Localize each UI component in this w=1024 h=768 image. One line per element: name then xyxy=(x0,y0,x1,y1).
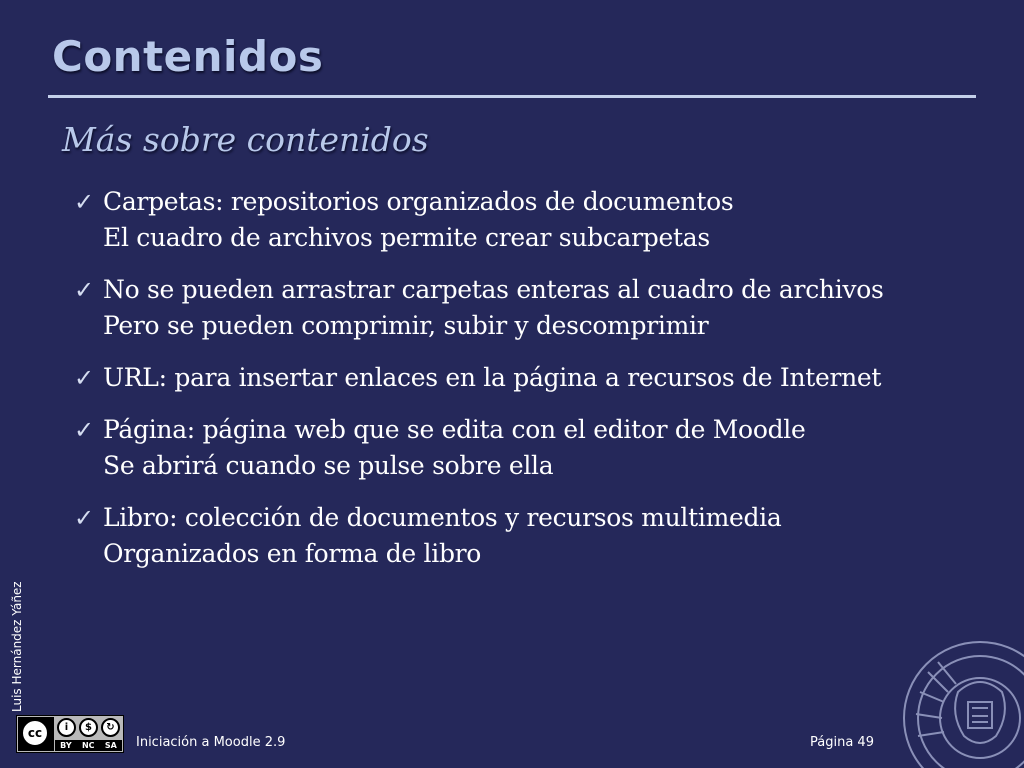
checkmark-icon: ✓ xyxy=(74,276,95,304)
page-number: Página 49 xyxy=(810,735,874,750)
license-label-by: BY xyxy=(60,741,72,750)
sharealike-icon: ↻ xyxy=(101,718,120,737)
checkmark-icon: ✓ xyxy=(74,188,95,216)
course-name: Iniciación a Moodle 2.9 xyxy=(136,735,286,750)
license-label-sa: SA xyxy=(104,741,117,750)
bullet-line: El cuadro de archivos permite crear subcarpetas xyxy=(103,223,710,252)
university-seal-logo xyxy=(898,632,1024,768)
bullet-line: Se abrirá cuando se pulse sobre ella xyxy=(103,451,554,480)
cc-icon: cc xyxy=(21,719,49,747)
bullet-line: Libro: colección de documentos y recursos multimedia xyxy=(103,503,782,532)
checkmark-icon: ✓ xyxy=(74,504,95,532)
bullet-list xyxy=(74,184,1004,588)
checkmark-icon: ✓ xyxy=(74,364,95,392)
list-item xyxy=(74,360,1004,396)
bullet-line: Página: página web que se edita con el editor de Moodle xyxy=(103,415,806,444)
attribution-icon: i xyxy=(57,718,76,737)
checkmark-icon: ✓ xyxy=(74,416,95,444)
license-label-nc: NC xyxy=(81,741,95,750)
bullet-line: No se pueden arrastrar carpetas enteras al cuadro de archivos xyxy=(103,275,884,304)
creative-commons-license-badge[interactable] xyxy=(16,715,124,753)
bullet-line: Organizados en forma de libro xyxy=(103,539,482,568)
page-title: Contenidos xyxy=(52,32,324,81)
list-item xyxy=(74,184,1004,256)
title-divider xyxy=(48,95,976,98)
section-subtitle: Más sobre contenidos xyxy=(62,120,429,159)
bullet-line: URL: para insertar enlaces en la página a recursos de Internet xyxy=(103,363,882,392)
noncommercial-icon: $ xyxy=(79,718,98,737)
list-item xyxy=(74,272,1004,344)
bullet-line: Carpetas: repositorios organizados de documentos xyxy=(103,187,734,216)
list-item xyxy=(74,500,1004,572)
list-item xyxy=(74,412,1004,484)
bullet-line: Pero se pueden comprimir, subir y descomprimir xyxy=(103,311,709,340)
author-name: Luis Hernández Yáñez xyxy=(10,581,24,712)
